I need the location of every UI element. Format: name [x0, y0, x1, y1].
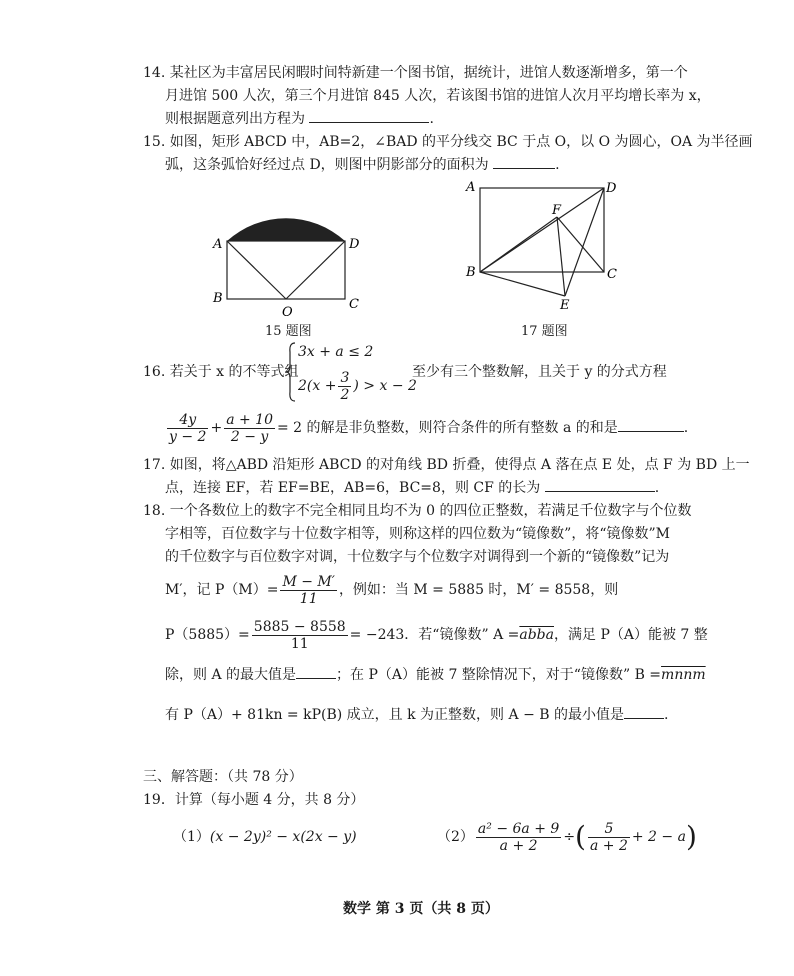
q18-line4-a: M′，记 P（M）=: [165, 582, 279, 598]
q18-line3: 的千位数字与百位数字对调，十位数字与个位数字对调得到一个新的“镜像数”记为: [165, 549, 670, 565]
q18-abba: abba: [519, 627, 554, 643]
q18-line5-b: = −243．若“镜像数” A =: [349, 627, 520, 643]
fig17-line-CF: [557, 217, 604, 272]
fig17-label-C: C: [607, 267, 617, 282]
q18-line5-num: 5885 − 8558: [253, 618, 346, 635]
q19-p2-num: a² − 6a + 9: [477, 820, 560, 837]
q16-eq-rhs: = 2 的解是非负整数，则符合条件的所有整数 a 的和是: [276, 420, 618, 436]
q17-answer-blank: [545, 479, 655, 492]
q14-line2: 月进馆 500 人次，第三个月进馆 845 人次，若该图书馆的进馆人次月平均增长率为 x，: [165, 88, 711, 104]
q16-ineq2-frac: [338, 370, 351, 403]
q15-line2-end: .: [555, 157, 560, 173]
q18-line7-a: 有 P（A）+ 81kn = kP(B) 成立，且 k 为正整数，则 A − B 的最小值是: [165, 707, 624, 723]
q19-p2-frac: [476, 821, 561, 854]
fig15-label-C: C: [349, 297, 359, 312]
fig15-line-DO: [286, 241, 345, 299]
fig17-line-BF: [480, 217, 557, 272]
fig15-label-A: A: [213, 237, 223, 252]
fig15-rectangle: [227, 241, 345, 299]
q17-line2-text: 点，连接 EF，若 EF=BE，AB=6，BC=8，则 CF 的长为: [165, 480, 541, 496]
section-3-title: 三、解答题：（共 78 分）: [143, 769, 303, 785]
q19-p2-rparen: ): [685, 820, 697, 853]
q18-line6-b: ；在 P（A）能被 7 整除情况下，对于“镜像数” B =: [336, 667, 662, 683]
q16-inequality-1: 3x + a ≤ 2: [298, 344, 374, 360]
q15-line2-text: 弧，这条弧恰好经过点 D，则图中阴影部分的面积为: [165, 157, 489, 173]
fig15-shaded-segment: [227, 218, 345, 241]
q16-eq-frac2: [224, 412, 275, 445]
q16-eq-num2: a + 10: [226, 411, 273, 428]
q18-line2: 字相等，百位数字与十位数字相等，则称这样的四位数为“镜像数”，将“镜像数”M: [165, 526, 670, 542]
q19-part2: [437, 815, 697, 859]
q18-line4-b: ，例如：当 M = 5885 时，M′ = 8558，则: [338, 582, 619, 598]
q18-mnnm: mnnm: [661, 667, 706, 683]
q18-answer-blank-2: [624, 706, 664, 719]
q18-line5-c: ，满足 P（A）能被 7 整: [554, 627, 708, 643]
q14-line3-text: 则根据题意列出方程为: [165, 111, 305, 127]
q16-ineq2-b: ) > x − 2: [353, 378, 417, 394]
q16-equation-line: [165, 408, 688, 448]
q19-title: 19．计算（每小题 4 分，共 8 分）: [143, 792, 365, 808]
q17-line2: [165, 479, 659, 497]
q18-line4-den: 11: [299, 590, 318, 607]
q16-end: .: [683, 420, 689, 436]
q16-eq-den2: 2 − y: [230, 428, 269, 445]
q18-line5-frac: [252, 619, 348, 652]
q16-inequality-2: [298, 368, 417, 404]
q19-p1-label: （1）: [173, 829, 210, 845]
fig15-line-AO: [227, 241, 286, 299]
fig17-label-A: A: [466, 180, 476, 195]
q18-line4: [165, 570, 618, 610]
q19-part1: [173, 828, 357, 846]
fig17-label-D: D: [606, 181, 617, 196]
q16-eq-den1: y − 2: [169, 428, 207, 445]
q19-p2-inner-den: a + 2: [589, 837, 628, 854]
q19-p2-label: （2）: [437, 829, 474, 845]
q16-eq-num1: 4y: [167, 412, 208, 429]
q14-line3: [165, 110, 434, 128]
q18-line1: 18. 一个各数位上的数字不完全相同且均不为 0 的四位正整数，若满足千位数字与个位数: [143, 503, 692, 519]
q16-ineq2-den: 2: [340, 386, 350, 403]
q19-p2-inner-rest: + 2 − a: [631, 829, 686, 845]
q18-line4-num: M − M′: [282, 573, 335, 590]
q18-line7-end: .: [663, 707, 669, 723]
fig17-line-DE: [565, 188, 604, 296]
fig17-line-BE: [480, 272, 565, 296]
fig15-label-O: O: [282, 305, 293, 320]
page-footer: 数学 第 3 页（共 8 页）: [343, 901, 499, 917]
q17-line2-end: .: [654, 480, 660, 496]
q14-line1: 14. 某社区为丰富居民闲暇时间特新建一个图书馆，据统计，进馆人数逐渐增多，第一个: [143, 65, 688, 81]
q16-answer-blank: [618, 419, 684, 432]
q16-ineq2-num: 3: [340, 369, 350, 386]
q15-answer-blank: [493, 156, 555, 169]
q18-line5-a: P（5885）=: [165, 627, 250, 643]
fig15-label-D: D: [349, 237, 360, 252]
q16-brace: [286, 342, 296, 402]
q19-p2-inner-num: 5: [588, 821, 630, 838]
q17-line1: 17. 如图，将△ABD 沿矩形 ABCD 的对角线 BD 折叠，使得点 A 落在点 E 处，点 F 为 BD 上一: [143, 457, 750, 473]
fig17-label-F: F: [552, 203, 562, 218]
q18-line4-frac: [280, 574, 336, 607]
figure-17: [462, 178, 622, 313]
q18-answer-blank-1: [296, 666, 336, 679]
q18-line7: [165, 706, 668, 724]
q18-line6-a: 除，则 A 的最大值是: [165, 667, 297, 683]
fig15-caption: 15 题图: [265, 324, 312, 339]
q18-line5-den: 11: [290, 635, 309, 652]
q15-line2: [165, 156, 560, 174]
q16-eq-plus: +: [210, 420, 223, 436]
q15-line1: 15. 如图，矩形 ABCD 中，AB=2，∠BAD 的平分线交 BC 于点 O，以 O 为圆心，OA 为半径画: [143, 134, 753, 150]
q16-prefix: 16. 若关于 x 的不等式组: [143, 364, 299, 380]
fig17-label-E: E: [560, 298, 570, 313]
fig17-line-EF: [557, 217, 565, 296]
q14-answer-blank: [309, 110, 429, 123]
q19-p2-lparen: (: [575, 820, 586, 853]
q18-line6: [165, 666, 706, 684]
q16-ineq2-a: 2(x +: [298, 378, 337, 394]
q14-line3-end: .: [429, 111, 434, 127]
fig17-label-B: B: [466, 265, 476, 280]
q16-suffix: 至少有三个整数解，且关于 y 的分式方程: [412, 364, 667, 380]
q18-line5: [165, 615, 708, 655]
q16-eq-frac1: [167, 412, 208, 445]
q19-p1-expr: (x − 2y)² − x(2x − y): [209, 829, 357, 845]
fig15-label-B: B: [213, 291, 223, 306]
q19-p2-inner-frac: [588, 821, 630, 854]
figure-15: [205, 212, 365, 322]
q19-p2-den: a + 2: [499, 837, 538, 854]
q19-p2-div: ÷: [563, 829, 576, 845]
fig17-caption: 17 题图: [521, 324, 568, 339]
